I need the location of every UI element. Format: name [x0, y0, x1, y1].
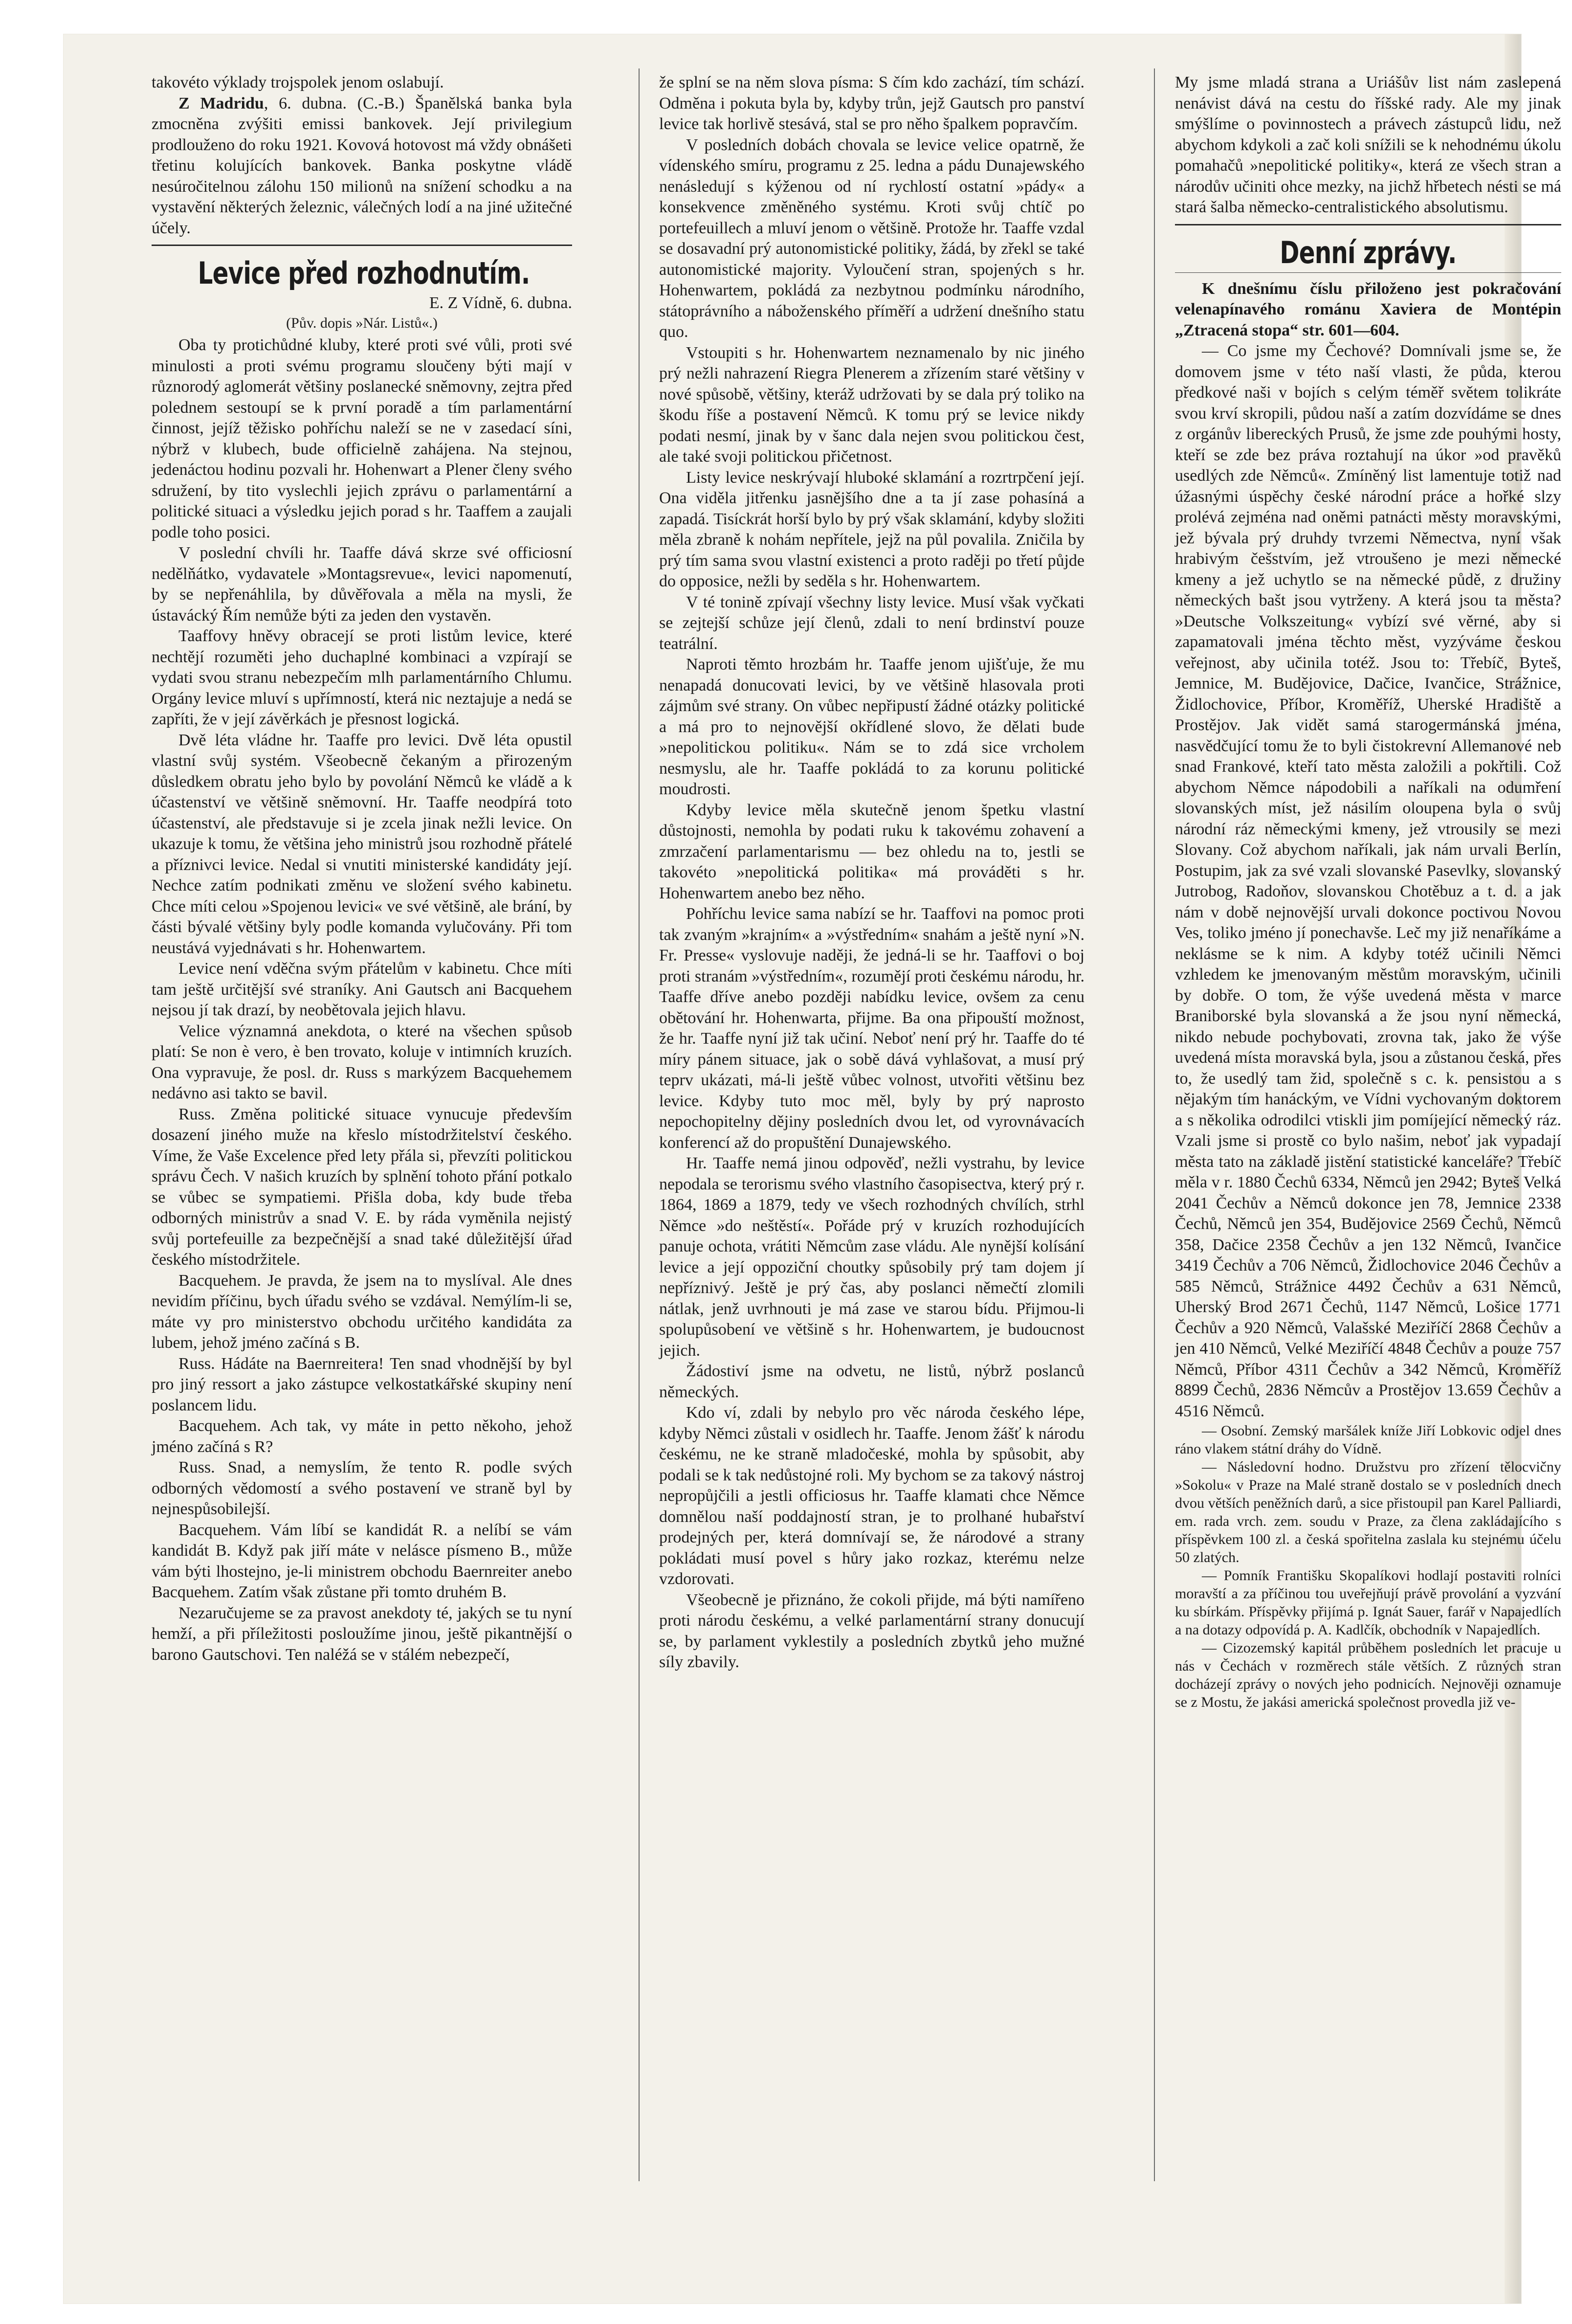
madrid-text: , 6. dubna. (C.-B.) Španělská banka byla zmocněna zvýšiti emissi bankovek. Její privilegium prodlouženo do roku 1921. Kovová hotovost má vždy obnášeti třetinu kolujících bankovek. Banka poskytne vládě nesúročitelnou zálohu 150 milionů na snížení schodku a na vystavění některých železnic, válečných lodí a na jiné užitečné účely. [152, 94, 572, 237]
paragraph: Velice významná anekdota, o které na všechen spůsob platí: Se non è vero, è ben trovato, koluje v intimních kruzích. Ona vypravuje, že posl. dr. Russ s markýzem Bacquehemem nedávno asi takto se bavil. [152, 1022, 572, 1102]
paragraph: — Následovní hodno. Družstvu pro zřízení tělocvičny »Sokolu« v Praze na Malé straně dostalo se v posledních dnech dvou větších peněžních darů, a sice přistoupil pan Karel Palliardi, em. rada vrch. zem. soudu v Praze, za člena zakládajícího s příspěvkem 100 zl. a česká spořitelna zaslala ku stejnému účelu 50 zlatých. [1175, 1459, 1561, 1565]
paragraph: — Cizozemský kapitál průběhem posledních let pracuje u nás v Čechách v rozměrech stále větších. Z různých stran docházejí zprávy o nových jeho podnicích. Nejnověji oznamuje se z Mostu, že jakási americká společnost provedla již ve- [1175, 1640, 1561, 1710]
paragraph: V té tonině zpívají všechny listy levice. Musí však vyčkati se zejtejší schůze její členů, zdali to není brdinství pouze teatrální. [659, 593, 1085, 653]
article-body [152, 335, 572, 1665]
paragraph: — Co jsme my Čechové? Domnívali jsme se, že domovem jsme v této naší vlasti, že půda, kterou předkové naši v bojích s celým téměř světem tolikráte svou krví skropili, půdou naší a zatím dozvídáme se dnes z orgánův libereckých Prusů, že jsme zde pouhými hosty, kteří se zde bez práva roztahují na úkor »od pravěků usedlých zde Němců«. Zmíněný list lamentuje totiž nad úžasnými úspěchy české národní práce a hořké slzy prolévá zejména nad oněmi patnácti městy moravskými, jež bývala prý druhdy tvrzemi Němectva, nyní však hrabivým češstvím, jež vtroušeno je mezi německé kmeny a jež uchytlo se na německé půdě, z družiny německých bašt jsou vytrženy. A která jsou ta města? »Deutsche Volkszeitung« vybízí své věrné, aby si zapamatovali jména těchto měst, vyzýváme českou veřejnost, aby učinila totéž. Jsou to: Třebíč, Byteš, Jemnice, M. Budějovice, Dačice, Ivančice, Strážnice, Židlochovice, Příbor, Kroměříž, Uherské Hradiště a Prostějov. Jak vidět samá starogermánská jména, nasvědčující tomu že to byli čistokrevní Allemanové neb snad Frankové, kteří tato města založili a pokřtili. Což abychom Němce nápodobili a naříkali na odumření slovanských míst, jež násilím oloupena byla o svůj národní ráz německými kmeny, jež vtrousily se mezi Slovany. Což abychom naříkali, jak nám urvali Berlín, Postupim, jak za své vzali slovanské Pasevlky, slovanský Jutrobog, Radoňov, slovanskou Chotěbuz a t. d. a jak nám v době nejnovější urvali dokonce poctivou Novou Ves, toliko jméno jí ponechavše. Leč my již nenaříkáme a neklásme se k nim. A kdyby totéž učinili Němci vzhledem ke jmenovaným městům moravským, učinili by dobře. O tom, že výše uvedená města v marce Braniborské byla slovanská a že jsou nyní německá, nikdo nebude pochybovati, zrovna tak, jako že výše uvedená místa moravská byla, jsou a zůstanou česká, přes to, že usedlý tam žid, společně s c. k. pensistou a s nějakým tím hanáckým, ve Vídni vychovaným doktorem a s několika odrodilci vtiskli jim pomíjející německý ráz. Vzali jsme si prostě co bylo našim, neboť jak vypadají města tato na základě jistění statistické kanceláře? Třebíč měla v r. 1880 Čechů 6334, Němců jen 2942; Bytеš Velká 2041 Čechův a Němců dokonce jen 78, Jemnice 2338 Čechů, Němců jen 354, Budějovice 2569 Čechů, Němců 358, Dačice 2358 Čechův a jen 132 Němců, Ivančice 3419 Čechův a 706 Němců, Židlochovice 2046 Čechův a 585 Němců, Strážnice 4492 Čechův a 631 Němců, Uherský Brod 2671 Čechů, 1147 Němců, Lošice 1771 Čechův a 920 Němců, Valašské Meziříčí 2868 Čechův a jen 410 Němců, Velké Meziříčí 4848 Čechův a pouze 757 Němců, Příbor 4311 Čechův a 342 Němců, Kroměříž 8899 Čechů, 2836 Němcův a Prostějov 13.659 Čechův a 4516 Němců. [1175, 342, 1561, 1420]
paragraph: Kdyby levice měla skutečně jenom špetku vlastní důstojnosti, nemohla by podati ruku k takovému zohavení a zmrzačení parlamentarismu — bez ohledu na to, jestli se takovéto »nepolitická politika« má prováděti s hr. Hohenwartem anebo bez něho. [659, 801, 1085, 902]
paragraph: Všeobecně je přiznáno, že cokoli přijde, má býti namířeno proti národu českému, a velké parlamentární strany donucují se, by parlament vyklestily a posledních zbytků jeho mužné síly zbavily. [659, 1590, 1085, 1671]
paragraph: Naproti těmto hrozbám hr. Taaffe jenom ujišťuje, že mu nenapadá donucovati levici, by ve většině hlasovala proti zájmům své strany. On vůbec nepřipustí žádné otázky politické a má pro to nejnovější okřídlené slovo, že dělati bude »nepolitickou politiku«. Nám se to zdá sice vrcholem nesmyslu, ale hr. Taaffe pokládá to za korunu politické moudrosti. [659, 655, 1085, 798]
column-rule [639, 68, 640, 2181]
paragraph: Taaffovy hněvy obracejí se proti listům levice, které nechtějí rozuměti jeho duchaplné kombinaci a vzpírají se vydati svou stranu nebezpečím mlh parlamentárního Chlumu. Orgány levice mluví s upřímností, která nic neztajuje a nedá se zapříti, že v její závěrkách je přesnost logická. [152, 627, 572, 728]
paragraph: Bacquehem. Ach tak, vy máte in petto někoho, jehož jméno začíná s R? [152, 1417, 572, 1456]
paragraph: Hr. Taaffe nemá jinou odpověď, nežli vystrahu, by levice nepodala se terorismu svého vlastního časopisectva, který prý r. 1864, 1869 a 1879, tedy ve všech rozhodných chvílích, strhl Němce »do neštěstí«. Pořáde prý v kruzích rozhodujících panuje ochota, vrátiti Němcům zase vládu. Ale nynější kolísání levice a její oppoziční choutky spůsobily prý tam dojem jí nepříznivý. Ještě je prý čas, aby poslanci němečtí zlomili nátlak, jenž uvrhnouti je má zase ve starou bídu. Přijmou-li spolupůsobení ve většině s hr. Hohenwartem, je budoucnost jejich. [659, 1154, 1085, 1360]
paragraph: Russ. Změna politické situace vynucuje především dosazení jiného muže na křeslo místodržitelství českého. Víme, že Vaše Excelence před lety přála si, převzíti politickou správu Čech. V našich kruzích by splnění tohoto přání potkalo se vůbec se sympatiemi. Přišla doba, kdy bude třeba odborných ministrův a snad V. E. by ráda vyměnila nejistý svůj portefeuille za bezpečnější a snad také důležitější úřad českého místodržitele. [152, 1105, 572, 1269]
paragraph: V poslední chvíli hr. Taaffe dává skrze své officiosní nedělňátko, vydavatele »Montagsrevue«, levici napomenutí, by se nepřenáhlila, by důvěřovala a měla na mysli, že ústavácký Řím nemůže býti za jeden den vystavěn. [152, 544, 572, 625]
daily-news-body [1175, 341, 1561, 1711]
paragraph: — Pomník Františku Skopalíkovi hodlají postaviti rolníci moravští a za příčinou tou uveřejňují právě provolání a vyzvání ku sbírkám. Příspěvky přijímá p. Ignát Sauer, farář v Napajedlích a na dotazy odpovídá p. A. Kadlčík, obchodník v Napajedlích. [1175, 1567, 1561, 1638]
paragraph: Nezaručujeme se za pravost anekdoty té, jakých se tu nyní hemží, a při příležitosti posloužíme jinou, ještě pikantnější o barono Gautschovi. Ten naléžá se v stálém nebezpečí, [152, 1604, 572, 1664]
madrid-dateline: Z Madridu [178, 94, 264, 112]
paragraph: Žádostiví jsme na odvetu, ne listů, nýbrž poslanců německých. [659, 1362, 1085, 1401]
section-divider [1175, 224, 1561, 225]
paragraph: — Osobní. Zemský maršálek kníže Jiří Lobkovic odjel dnes ráno vlakem státní dráhy do Vídně. [1175, 1423, 1561, 1457]
paragraph: Kdo ví, zdali by nebylo pro věc národa českého lépe, kdyby Němci zůstali v osidlech hr. Taaffe. Jenom žášť k národu českému, ne ke straně mladočeské, mohla by spůsobit, aby podali se k tak nedůstojné roli. My bychom se za takový nástroj nepropůjčili a jestli officiosus hr. Taaffe klamati chce Němce domnělou naší poddajností stran, je to prolhané hubařství prodejných per, která domnívají se, že národové a strany pokládati musí povel s hůry jako rozkaz, kterému nelze vzdorovati. [659, 1404, 1085, 1588]
article-headline: Levice před rozhodnutím. [198, 255, 530, 291]
paragraph: Vstoupiti s hr. Hohenwartem neznamenalo by nic jiného prý nežli nahrazení Riegra Plenerem a zřízením staré většiny v nové spůsobě, většiny, kteráž udržovati by se dala prý toliko na škodu říše a postavení Němců. K tomu prý se levice nikdy podati nesmí, jinak by v šanc dala nejen svou politickou čest, ale také svoji politickou přičetnost. [659, 343, 1085, 466]
novel-note: K dnešnímu číslu přiloženo jest pokračování velenapínavého románu Xaviera de Montépin „Ztracená stopa“ str. 601—604. [1175, 279, 1561, 339]
paragraph: Dvě léta vládne hr. Taaffe pro levici. Dvě léta opustil vlastní svůj systém. Všeobecně čekaným a přirozeným důsledkem obratu jeho bylo by povolání Němců ke vládě a k účastenství ve většině sněmovní. Hr. Taaffe neodpírá toto účastenství, ale představuje si je zcela jinak nežli levice. On ukazuje k tomu, že většina jeho ministrů jsou rozhodně přátelé a příznivci levice. Nedal si vnutiti ministerské kandidáty její. Nechce zatím podnikati změnu ve složení svého kabinetu. Chce míti celou »Spojenou levici« ve své většině, ale brání, by části bývalé většiny byly podle komanda vylučovány. Při tom neustává vyjednávati s hr. Hohenwartem. [152, 731, 572, 957]
headline-underline [1175, 272, 1561, 273]
article-source: (Pův. dopis »Nár. Listů«.) [286, 315, 438, 331]
article-byline: E. Z Vídně, 6. dubna. [429, 294, 572, 312]
paragraph: Oba ty protichůdné kluby, které proti své vůli, proti své minulosti a proti svému programu sloučeny býti mají v různorodý aglomerát většiny poslanecké sněmovny, zejtra před polednem sestoupí se k první poradě a tím parlamentární činnost, jejíž těžisko pohříchu naleží se ne v zasedací síni, nýbrž v klubech, bude officielně zahájena. Na stejnou, jedenáctou hodinu pozvali hr. Hohenwart a Plener členy svého sdružení, by tito vyslechli jejich zprávu o parlamentární a politické situaci a výsledku jejich porad s hr. Taaffem a zaujali podle toho posici. [152, 336, 572, 541]
paragraph: Bacquehem. Vám líbí se kandidát R. a nelíbí se vám kandidát B. Když pak jiří máte v nelásce písmeno B., může vám býti lhostejno, je-li ministrem obchodu Baernreiter anebo Bacquehem. Zatím však zůstane při tomto druhém B. [152, 1520, 572, 1601]
closing-paragraph: My jsme mladá strana a Uriášův list nám zaslepená nenávist dává na cestu do říšské rady. Ale my jinak smýšlíme o povinnostech a právech zástupců lidu, než abychom kdykoli a zač koli snížili se k nehodnému úkolu pomahačů »nepolitické politiky«, která ze všech stran a národův učiniti ohce mezky, na jichž hřbetech nésti se má stará šalba německo-centralistického absolutismu. [1175, 73, 1561, 216]
column-rule [1154, 68, 1155, 2181]
section-headline: Denní zprávy. [1280, 234, 1457, 270]
continued-text: takovéto výklady trojspolek jenom oslabují. [152, 73, 444, 91]
paragraph: Russ. Snad, a nemyslím, že tento R. podle svých odborných vědomostí a svého postavení ve straně byl by nejnespůsobilejší. [152, 1458, 572, 1518]
section-divider [152, 245, 572, 246]
column-right [1175, 72, 1561, 1711]
paragraph: V posledních dobách chovala se levice velice opatrně, že vídenského smíru, programu z 25. ledna a pádu Dunajewského nenásledují s kýženou od ní rychlostí ostatní »pády« a konsekvence změněného systému. Kroti svůj chtíč po portefeuillech a mluví jenom o většině. Protože hr. Taaffe vzdal se dosavadní prý autonomistické politiky, žádá, by zřekl se také autonomistické majority. Vyloučení stran, spojených s hr. Hohenwartem, pokládá za nezbytnou podmínku národního, státoprávního a náboženského příměří a udržení dnešního statu quo. [659, 135, 1085, 341]
newspaper-page [64, 34, 1561, 2303]
paragraph: Levice není vděčna svým přátelům v kabinetu. Chce míti tam ještě určitější své straníky. Ani Gautsch ani Bacquehem nejsou jí tak drazí, by neobětovala jejich hlavu. [152, 960, 572, 1019]
paragraph: Listy levice neskrývají hluboké sklamání a rozrtrpčení její. Ona viděla jitřenku jasnějšího dne a ta jí zase pohasíná a zapadá. Tisíckrát horší bylo by prý však sklamání, kdyby složiti měla zbraně k nohám nepřítele, jejž na půl povalila. Zničila by prý tím sama svou vlastní existenci a proto raději po třetí půjde do opposice, nežli by seděla s hr. Hohenwartem. [659, 468, 1085, 590]
column-middle [659, 72, 1085, 1673]
madrid-news [152, 93, 572, 239]
article-body-continued [659, 72, 1085, 1673]
paragraph: Bacquehem. Je pravda, že jsem na to myslíval. Ale dnes nevidím příčinu, bych úřadu svého se vzdával. Nemýlím-li se, máte vy pro ministerstvo obchodu určitého kandidáta za lubem, jehož jméno začíná s B. [152, 1271, 572, 1352]
paragraph: že splní se na něm slova písma: S čím kdo zachází, tím schází. Odměna i pokuta byla by, kdyby trůn, jejž Gautsch pro panství levice tak horlivě stesává, stal se pro něho špalkem popravčím. [659, 73, 1085, 133]
paragraph: Russ. Hádáte na Baernreitera! Ten snad vhodnější by byl pro jiný ressort a jako zástupce velkostatkářské skupiny není poslancem lidu. [152, 1354, 572, 1414]
column-left [152, 72, 572, 1665]
paragraph: Pohříchu levice sama nabízí se hr. Taaffovi na pomoc proti tak zvaným »krajním« a »výstředním« snahám a ještě nyní »N. Fr. Presse« vyslovuje naději, že jedná-li se hr. Taaffovi o boj proti stranám »výstředním«, rozumějí proti českému národu, hr. Taaffe dříve anebo později nabídku levice, ovšem za cenu obětování hr. Hohenwarta, přijme. Ba ona připouští možnost, že hr. Taaffe nyní již tak učiní. Neboť není prý hr. Taaffe do té míry pánem situace, jak o sobě dává vyhlašovat, a musí prý teprv ukázati, má-li ještě vůbec volnost, utvořiti většinu bez levice. Kdyby tuto moc měl, byly by prý naprosto nepochopitelny dějiny posledních dvou let, od vyrovnávacích konferencí až do propuštění Dunajewského. [659, 905, 1085, 1152]
